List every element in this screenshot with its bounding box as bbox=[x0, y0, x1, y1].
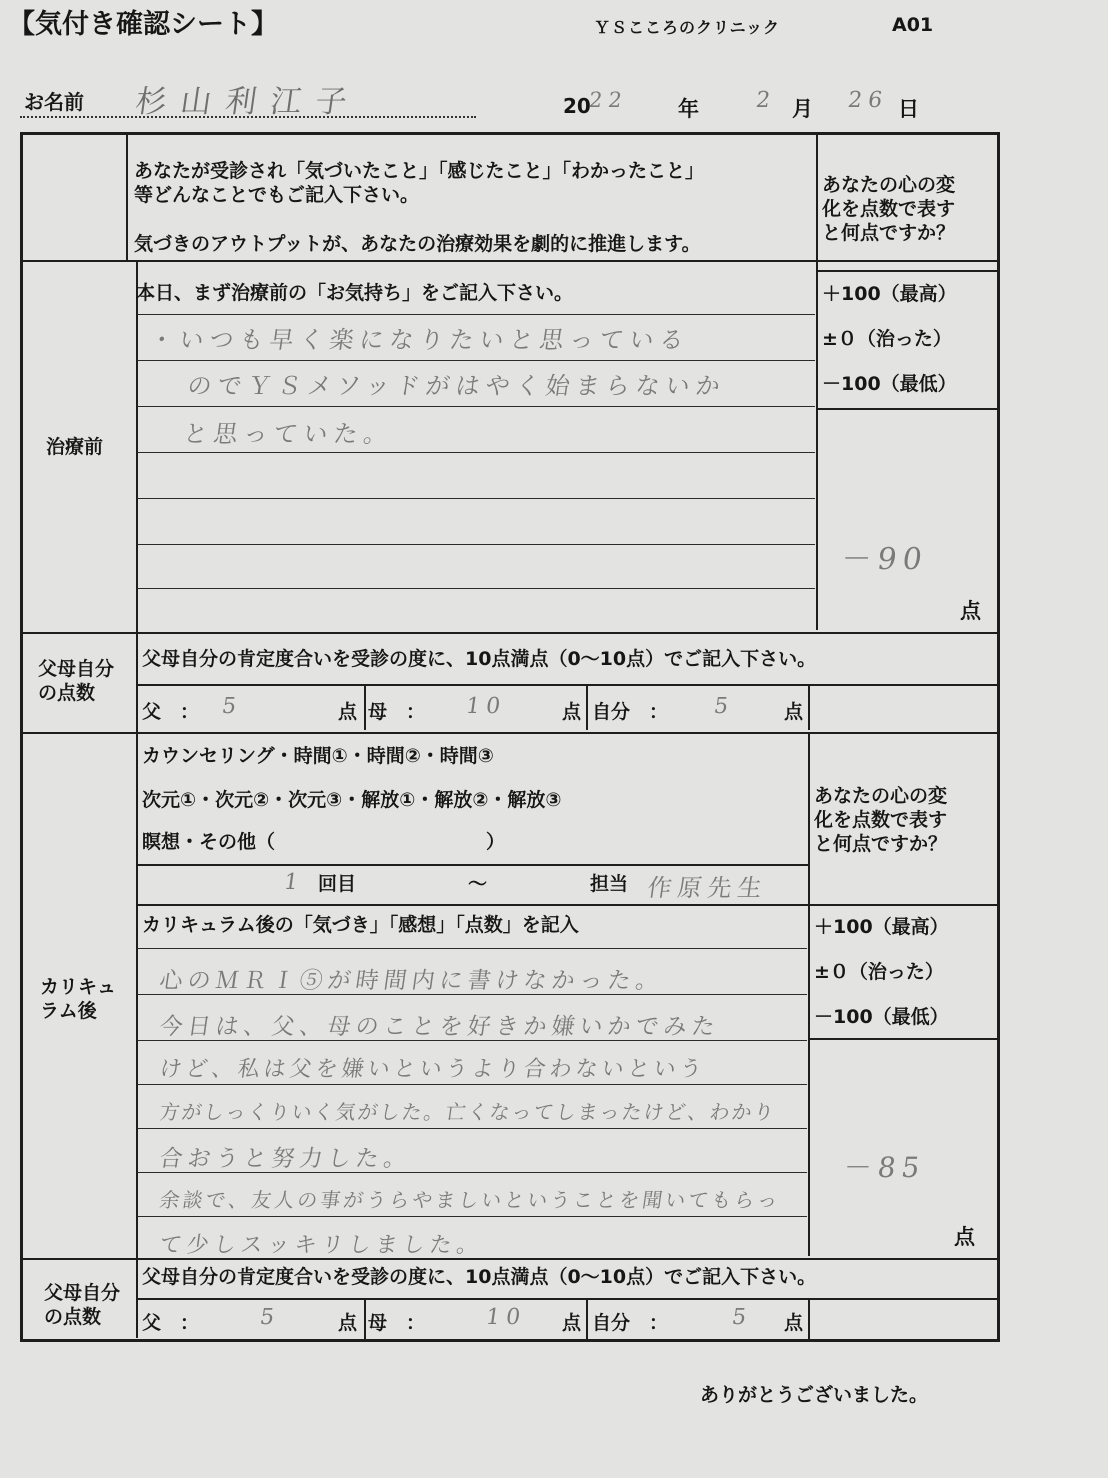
name-value[interactable]: 杉山利江子 bbox=[132, 84, 364, 120]
family-before-father-value[interactable]: 5 bbox=[220, 694, 244, 719]
family-before-label-1: 父母自分 bbox=[38, 658, 115, 680]
after-score-question-2: 化を点数で表す bbox=[814, 809, 948, 831]
family-after-father-value[interactable]: 5 bbox=[258, 1305, 282, 1330]
after-scale-zero: ±０（治った） bbox=[814, 961, 944, 983]
family-after-father-label: 父 ： bbox=[142, 1312, 200, 1334]
family-before-father-unit: 点 bbox=[338, 701, 358, 723]
year-prefix: 20 bbox=[563, 94, 591, 118]
after-line-3[interactable]: けど、私は父を嫌いというより合わないという bbox=[157, 1057, 708, 1082]
sheet-title: 【気付き確認シート】 bbox=[8, 9, 278, 40]
after-score-question-1: あなたの心の変 bbox=[814, 785, 948, 807]
after-scale-max: ＋100（最高） bbox=[814, 916, 949, 938]
after-line-6[interactable]: 余談で、友人の事がうらやましいということを聞いてもらっ bbox=[158, 1188, 783, 1212]
family-before-father-label: 父 ： bbox=[142, 701, 200, 723]
family-before-self-value[interactable]: 5 bbox=[712, 694, 736, 719]
family-after-mother-unit: 点 bbox=[562, 1312, 582, 1334]
session-tilde: ～ bbox=[468, 873, 488, 895]
before-scale-zero: ±０（治った） bbox=[822, 328, 952, 350]
month-value[interactable]: 2 bbox=[754, 88, 778, 113]
year-value[interactable]: 22 bbox=[587, 88, 630, 112]
before-score-value[interactable]: －90 bbox=[839, 542, 931, 577]
session-number[interactable]: 1 bbox=[282, 870, 306, 895]
sheet-code: A01 bbox=[892, 14, 934, 36]
clinic-name: ＹＳこころのクリニック bbox=[594, 18, 781, 37]
curriculum-prompt: カリキュラム後の「気づき」「感想」「点数」を記入 bbox=[142, 914, 579, 936]
year-label: 年 bbox=[678, 97, 699, 121]
section-curriculum-label-2: ラム後 bbox=[40, 1000, 97, 1022]
month-label: 月 bbox=[792, 97, 813, 121]
after-score-unit: 点 bbox=[954, 1225, 975, 1249]
family-after-father-unit: 点 bbox=[338, 1312, 358, 1334]
after-line-2[interactable]: 今日は、父、母のことを好きか嫌いかでみた bbox=[157, 1014, 722, 1040]
family-after-self-label: 自分 ： bbox=[592, 1312, 669, 1334]
section-before-label: 治療前 bbox=[46, 436, 104, 458]
after-line-1[interactable]: 心のＭＲＩ⑤が時間内に書けなかった。 bbox=[157, 968, 666, 994]
after-line-5[interactable]: 合おうと努力した。 bbox=[157, 1146, 414, 1172]
after-scale-min: －100（最低） bbox=[814, 1006, 949, 1028]
family-after-label-1: 父母自分 bbox=[44, 1282, 121, 1304]
after-line-7[interactable]: て少しスッキリしました。 bbox=[157, 1233, 486, 1258]
curriculum-options-2: 次元①・次元②・次元③・解放①・解放②・解放③ bbox=[142, 789, 562, 811]
before-line-3[interactable]: と思っていた。 bbox=[181, 420, 396, 448]
name-label: お名前 bbox=[24, 90, 84, 114]
before-score-unit: 点 bbox=[960, 599, 981, 623]
before-scale-min: －100（最低） bbox=[822, 373, 957, 395]
before-line-1[interactable]: ・いつも早く楽になりたいと思っている bbox=[147, 326, 692, 354]
family-before-label-2: の点数 bbox=[38, 682, 96, 704]
after-line-4[interactable]: 方がしっくりいく気がした。亡くなってしまったけど、わかり bbox=[158, 1100, 778, 1124]
family-after-self-value[interactable]: 5 bbox=[730, 1305, 754, 1330]
score-question-3: と何点ですか？ bbox=[822, 222, 956, 244]
intro-line-2: 等どんなことでもご記入下さい。 bbox=[134, 184, 420, 206]
day-value[interactable]: 26 bbox=[846, 88, 890, 113]
before-scale-max: ＋100（最高） bbox=[822, 283, 957, 305]
staff-label: 担当 bbox=[590, 873, 629, 895]
after-score-question-3: と何点ですか？ bbox=[814, 833, 948, 855]
after-score-value[interactable]: －85 bbox=[841, 1151, 928, 1184]
curriculum-options-3b: ） bbox=[486, 831, 506, 853]
family-after-label-2: の点数 bbox=[44, 1306, 102, 1328]
session-label: 回目 bbox=[318, 873, 357, 895]
family-before-self-label: 自分 ： bbox=[592, 701, 669, 723]
family-after-mother-label: 母 ： bbox=[368, 1312, 426, 1334]
intro-line-3: 気づきのアウトプットが、あなたの治療効果を劇的に推進します。 bbox=[134, 233, 701, 255]
curriculum-options-3a: 瞑想・その他（ bbox=[142, 831, 276, 853]
before-line-2[interactable]: のでＹＳメソッドがはやく始まらないか bbox=[185, 372, 728, 400]
before-prompt: 本日、まず治療前の「お気持ち」をご記入下さい。 bbox=[136, 282, 574, 304]
intro-line-1: あなたが受診され「気づいたこと」「感じたこと」「わかったこと」 bbox=[134, 160, 705, 182]
section-curriculum-label-1: カリキュ bbox=[40, 976, 117, 998]
family-after-prompt: 父母自分の肯定度合いを受診の度に、10点満点（0～10点）でご記入下さい。 bbox=[142, 1266, 817, 1288]
name-underline bbox=[20, 116, 476, 118]
family-before-prompt: 父母自分の肯定度合いを受診の度に、10点満点（0～10点）でご記入下さい。 bbox=[142, 648, 817, 670]
family-before-mother-unit: 点 bbox=[562, 701, 582, 723]
family-after-self-unit: 点 bbox=[784, 1312, 804, 1334]
thanks-text: ありがとうございました。 bbox=[700, 1384, 929, 1406]
family-before-mother-label: 母 ： bbox=[368, 701, 426, 723]
score-question-1: あなたの心の変 bbox=[822, 174, 956, 196]
family-before-mother-value[interactable]: 10 bbox=[464, 694, 508, 719]
score-question-2: 化を点数で表す bbox=[822, 198, 956, 220]
family-after-mother-value[interactable]: 10 bbox=[484, 1305, 528, 1330]
day-label: 日 bbox=[898, 97, 919, 121]
curriculum-options-1: カウンセリング・時間①・時間②・時間③ bbox=[142, 745, 494, 767]
family-before-self-unit: 点 bbox=[784, 701, 804, 723]
staff-value[interactable]: 作原先生 bbox=[645, 874, 770, 902]
